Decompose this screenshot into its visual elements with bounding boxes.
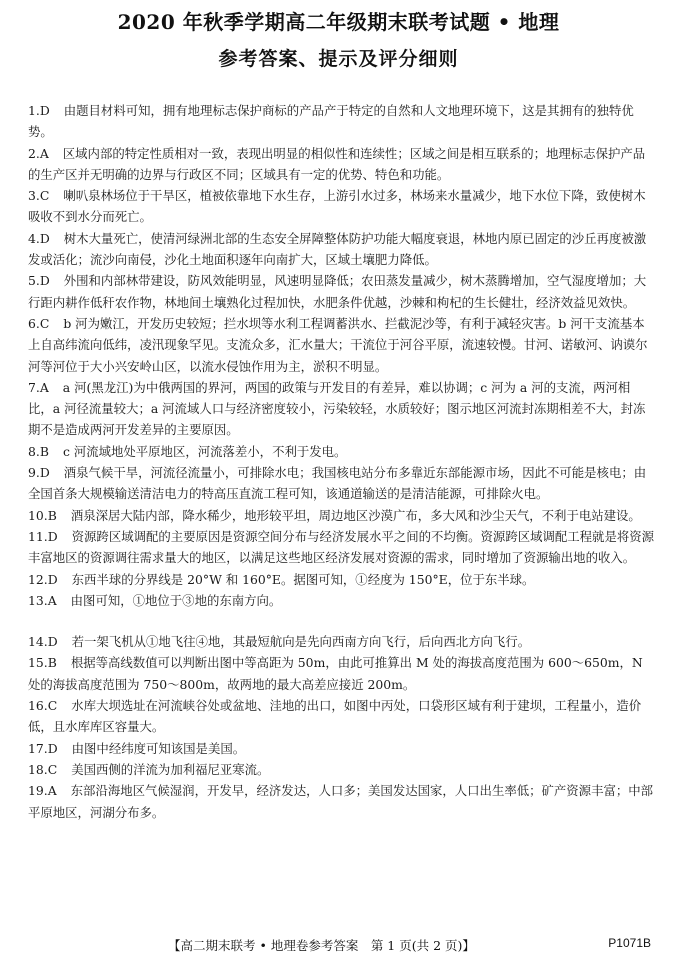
answer-item bbox=[28, 526, 654, 569]
answer-key: A bbox=[47, 592, 57, 608]
answer-explanation: 若一架飞机从①地飞往④地，其最短航向是先向西南方向飞行，后向西北方向飞行。 bbox=[71, 634, 531, 650]
answer-item bbox=[28, 505, 654, 526]
answer-line bbox=[28, 441, 346, 462]
answer-item bbox=[28, 185, 654, 228]
answer-line bbox=[28, 228, 654, 271]
answer-key: A bbox=[39, 145, 49, 161]
answer-item bbox=[28, 270, 654, 313]
answer-line bbox=[28, 462, 654, 505]
answer-key: C bbox=[39, 315, 50, 331]
footer-code: P1071B bbox=[608, 936, 651, 950]
answer-number: 6. bbox=[28, 315, 40, 331]
answer-number: 8. bbox=[28, 443, 40, 459]
answer-number: 4. bbox=[28, 230, 40, 246]
answer-item bbox=[28, 695, 654, 738]
answer-key: B bbox=[47, 507, 57, 523]
answer-key: C bbox=[47, 698, 58, 714]
answer-explanation: 树木大量死亡，使清河绿洲北部的生态安全屏障整体防护功能大幅度衰退，林地内原已固定的沙丘再度被激发或活化；流沙向南侵，沙化土地面积逐年向南扩大，区域土壤肥力降低。 bbox=[28, 230, 647, 268]
answer-number: 3. bbox=[28, 188, 40, 204]
answer-key: D bbox=[39, 103, 50, 118]
answer-item bbox=[28, 780, 654, 823]
page-subtitle: 参考答案、提示及评分细则 bbox=[218, 48, 459, 70]
answer-explanation: 酒泉深居大陆内部，降水稀少，地形较平坦，周边地区沙漠广布，多大风和沙尘天气，不利于电站建设。 bbox=[70, 507, 641, 523]
answer-explanation: 由图中经纬度可知该国是美国。 bbox=[71, 740, 246, 756]
answer-explanation: c 河流域地处平原地区，河流落差小，不利于发电。 bbox=[62, 443, 347, 459]
answer-number: 18. bbox=[28, 761, 48, 777]
answer-key: C bbox=[39, 188, 50, 204]
answer-line bbox=[28, 738, 245, 759]
answer-number: 15. bbox=[28, 655, 48, 671]
answer-line bbox=[28, 505, 641, 526]
answer-number: 7. bbox=[28, 379, 40, 395]
answer-number: 17. bbox=[28, 740, 48, 756]
answer-item bbox=[28, 441, 654, 462]
answer-line bbox=[28, 695, 654, 738]
answer-list bbox=[28, 100, 654, 823]
answer-item bbox=[28, 652, 654, 695]
answer-number: 11. bbox=[28, 528, 48, 544]
answer-item bbox=[28, 313, 654, 377]
answer-item bbox=[28, 631, 654, 652]
answer-explanation: b 河为嫩江，开发历史较短；拦水坝等水利工程调蓄洪水、拦截泥沙等，有利于减轻灾害。b 河干支流基本上自高纬流向低纬，凌汛现象罕见。支流众多，汇水量大；干流位于河谷平原，流速较慢。甘河、诺敏河、讷谟尔河等河位于大小兴安岭山区，以流水侵蚀作用为主，淤积不明显。 bbox=[28, 315, 648, 374]
answer-line bbox=[28, 100, 654, 143]
answer-item bbox=[28, 377, 654, 441]
answer-explanation: 由题目材料可知，拥有地理标志保护商标的产品产于特定的自然和人文地理环境下，这是其拥有的独特优势。 bbox=[28, 103, 634, 140]
answer-key: A bbox=[47, 783, 57, 799]
answer-item bbox=[28, 143, 654, 186]
answer-explanation: 酒泉气候干旱，河流径流量小，可排除水电；我国核电站分布多靠近东部能源市场，因此不可能是核电；由全国首条大规模输送清洁电力的特高压直流工程可知，该通道输送的是清洁能源，可排除火电。 bbox=[28, 465, 647, 502]
answer-explanation: 根据等高线数值可以判断出图中等高距为 50m，由此可推算出 M 处的海拔高度范围为 600～650m，N 处的海拔高度范围为 750～800m，故两地的最大高差应接近 200m。 bbox=[28, 655, 643, 692]
answer-number: 19. bbox=[28, 783, 48, 799]
answer-key: D bbox=[47, 571, 58, 587]
answer-number: 10. bbox=[28, 507, 48, 523]
answer-number: 2. bbox=[28, 145, 40, 161]
answer-item bbox=[28, 462, 654, 505]
answer-number: 14. bbox=[28, 634, 48, 650]
answer-line bbox=[28, 569, 534, 590]
answer-item bbox=[28, 228, 654, 271]
answer-explanation: 美国西侧的洋流为加利福尼亚寒流。 bbox=[71, 761, 270, 777]
answer-explanation: 区域内部的特定性质相对一致，表现出明显的相似性和连续性；区域之间是相互联系的；地理标志保护产品的生产区并无明确的边界与行政区不同；区域具有一定的优势、特色和功能。 bbox=[28, 145, 646, 182]
answer-number: 9. bbox=[28, 465, 40, 481]
answer-line bbox=[28, 759, 269, 780]
answer-explanation: 由图可知，①地位于③地的东南方向。 bbox=[70, 592, 282, 608]
answer-key: D bbox=[39, 273, 50, 289]
answer-number: 13. bbox=[28, 592, 48, 608]
answer-line bbox=[28, 377, 654, 441]
answer-line bbox=[28, 590, 281, 611]
answer-line bbox=[28, 780, 654, 823]
answer-number: 5. bbox=[28, 273, 40, 289]
footer-page-info: 【高二期末联考 • 地理卷参考答案 第 1 页(共 2 页)】 bbox=[168, 938, 475, 953]
answer-key: A bbox=[39, 379, 49, 395]
answer-key: B bbox=[39, 443, 49, 459]
answer-item bbox=[28, 100, 654, 143]
answer-explanation: 资源跨区域调配的主要原因是资源空间分布与经济发展水平之间的不均衡。资源跨区域调配工程就是将资源丰富地区的资源调往需求量大的地区，以满足这些地区经济发展对资源的需求，同时增加了资源输出地的收入。 bbox=[28, 528, 655, 566]
answer-key: D bbox=[39, 465, 50, 481]
answer-number: 16. bbox=[28, 698, 48, 714]
answer-line bbox=[28, 143, 654, 186]
answer-explanation: 东部沿海地区气候湿润，开发早，经济发达，人口多；美国发达国家，人口出生率低；矿产资源丰富；中部平原地区，河湖分布多。 bbox=[28, 783, 654, 820]
answer-key: D bbox=[39, 230, 50, 246]
answer-line bbox=[28, 185, 654, 228]
answer-line bbox=[28, 631, 530, 652]
answer-key: D bbox=[47, 634, 58, 650]
answer-line bbox=[28, 313, 654, 377]
answer-key: D bbox=[47, 528, 58, 544]
answer-line bbox=[28, 652, 654, 695]
answer-explanation: 外围和内部林带建设，防风效能明显，风速明显降低；农田蒸发量减少，树木蒸腾增加，空气湿度增加；大行距内耕作低秆农作物，林地间土壤熟化过程加快，水肥条件优越，沙棘和枸杞的生长健壮，经济效益见效快。 bbox=[28, 273, 647, 310]
answer-key: D bbox=[47, 740, 58, 756]
page-title: 2020 年秋季学期高二年级期末联考试题 • 地理 bbox=[117, 10, 560, 34]
answer-number: 1. bbox=[28, 103, 40, 118]
answer-explanation: 东西半球的分界线是 20°W 和 160°E。据图可知，①经度为 150°E，位于东半球。 bbox=[71, 571, 535, 587]
answer-explanation: a 河(黑龙江)为中俄两国的界河，两国的政策与开发目的有差异，难以协调；c 河为 a 河的支流，两河相比，a 河径流量较大；a 河流域人口与经济密度较小，污染较轻，水质较好；图示地区河流封冻期相差不大，封冻期不是造成两河开发差异的主要原因。 bbox=[28, 379, 646, 438]
answer-explanation: 喇叭泉林场位于干旱区，植被依靠地下水生存，上游引水过多，林场来水量减少，地下水位下降，致使树木吸收不到水分而死亡。 bbox=[28, 188, 646, 225]
answer-key: C bbox=[47, 761, 58, 777]
answer-number: 12. bbox=[28, 571, 48, 587]
answer-explanation: 水库大坝选址在河流峡谷处或盆地、洼地的出口，如图中丙处，口袋形区域有利于建坝，工程量小，造价低，且水库库区容量大。 bbox=[28, 698, 642, 735]
answer-line bbox=[28, 526, 654, 569]
answer-line bbox=[28, 270, 654, 313]
answer-item bbox=[28, 590, 654, 611]
answer-item bbox=[28, 759, 654, 780]
answer-item bbox=[28, 738, 654, 759]
answer-item bbox=[28, 569, 654, 590]
answer-key: B bbox=[47, 655, 57, 671]
